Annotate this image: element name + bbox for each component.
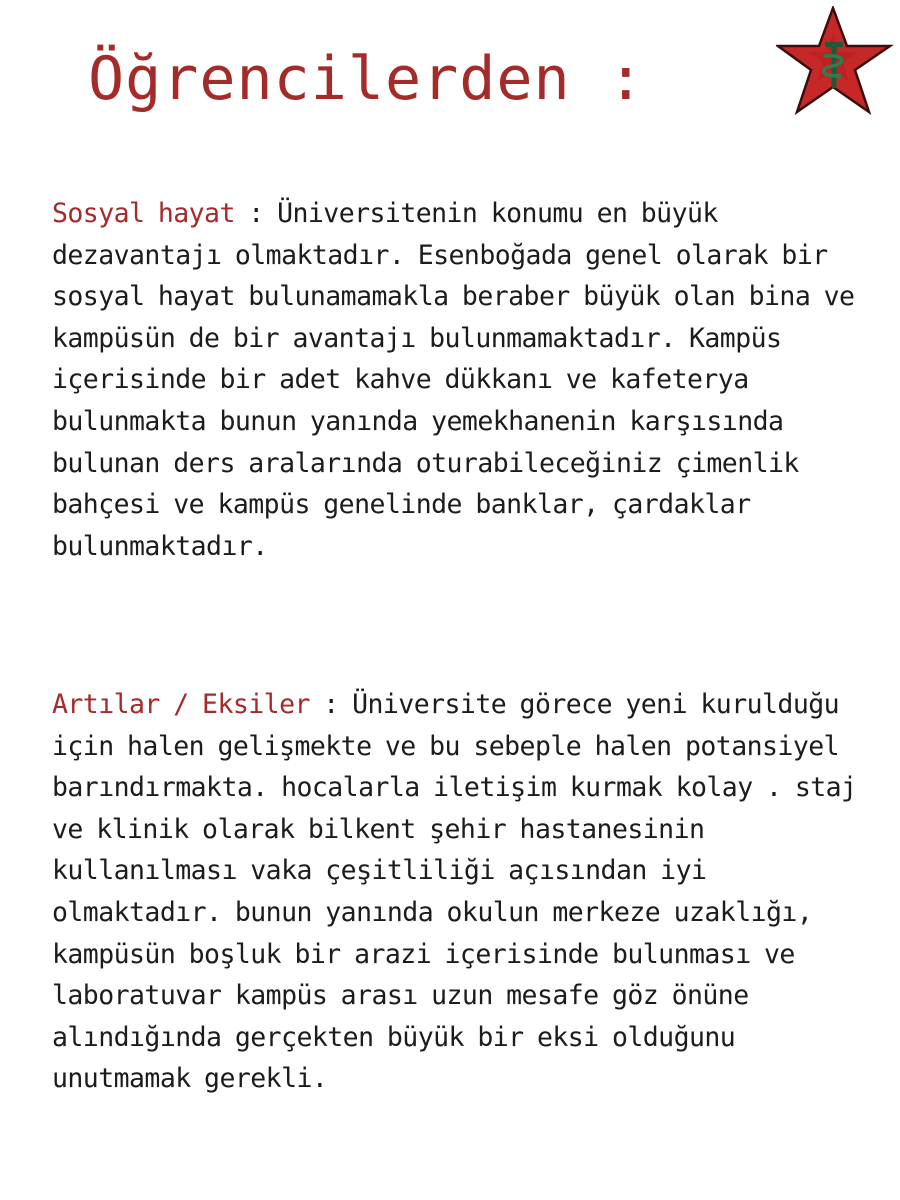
pros-cons-label: Artılar / Eksiler bbox=[52, 689, 310, 720]
red-star-medical-emblem-icon bbox=[776, 6, 894, 118]
pros-cons-section bbox=[52, 684, 860, 1100]
social-life-section bbox=[52, 193, 860, 567]
social-life-separator: : bbox=[234, 198, 278, 229]
social-life-label: Sosyal hayat bbox=[52, 198, 235, 229]
social-life-text: Üniversitenin konumu en büyük dezavantajı olmaktadır. Esenboğada genel olarak bir sosyal hayat bulunamamakla beraber büyük olan bina ve kampüsün de bir avantajı bulunmamaktadır. Kampüs içerisinde bir adet kahve dükkanı ve kafeterya bulunmakta bunun yanında yemekhanenin karşısında bulunan ders aralarında oturabileceğiniz çimenlik bahçesi ve kampüs genelinde banklar, çardaklar bulunmaktadır. bbox=[52, 198, 855, 562]
pros-cons-separator: : bbox=[309, 689, 353, 720]
pros-cons-text: Üniversite görece yeni kurulduğu için halen gelişmekte ve bu sebeple halen potansiyel barındırmakta. hocalarla iletişim kurmak kolay . staj ve klinik olarak bilkent şehir hastanesinin kullanılması vaka çeşitliliği açısından iyi olmaktadır. bunun yanında okulun merkeze uzaklığı, kampüsün boşluk bir arazi içerisinde bulunması ve laboratuvar kampüs arası uzun mesafe göz önüne alındığında gerçekten büyük bir eksi olduğunu unutmamak gerekli. bbox=[52, 689, 857, 1095]
page-title: Öğrencilerden : bbox=[88, 44, 645, 114]
